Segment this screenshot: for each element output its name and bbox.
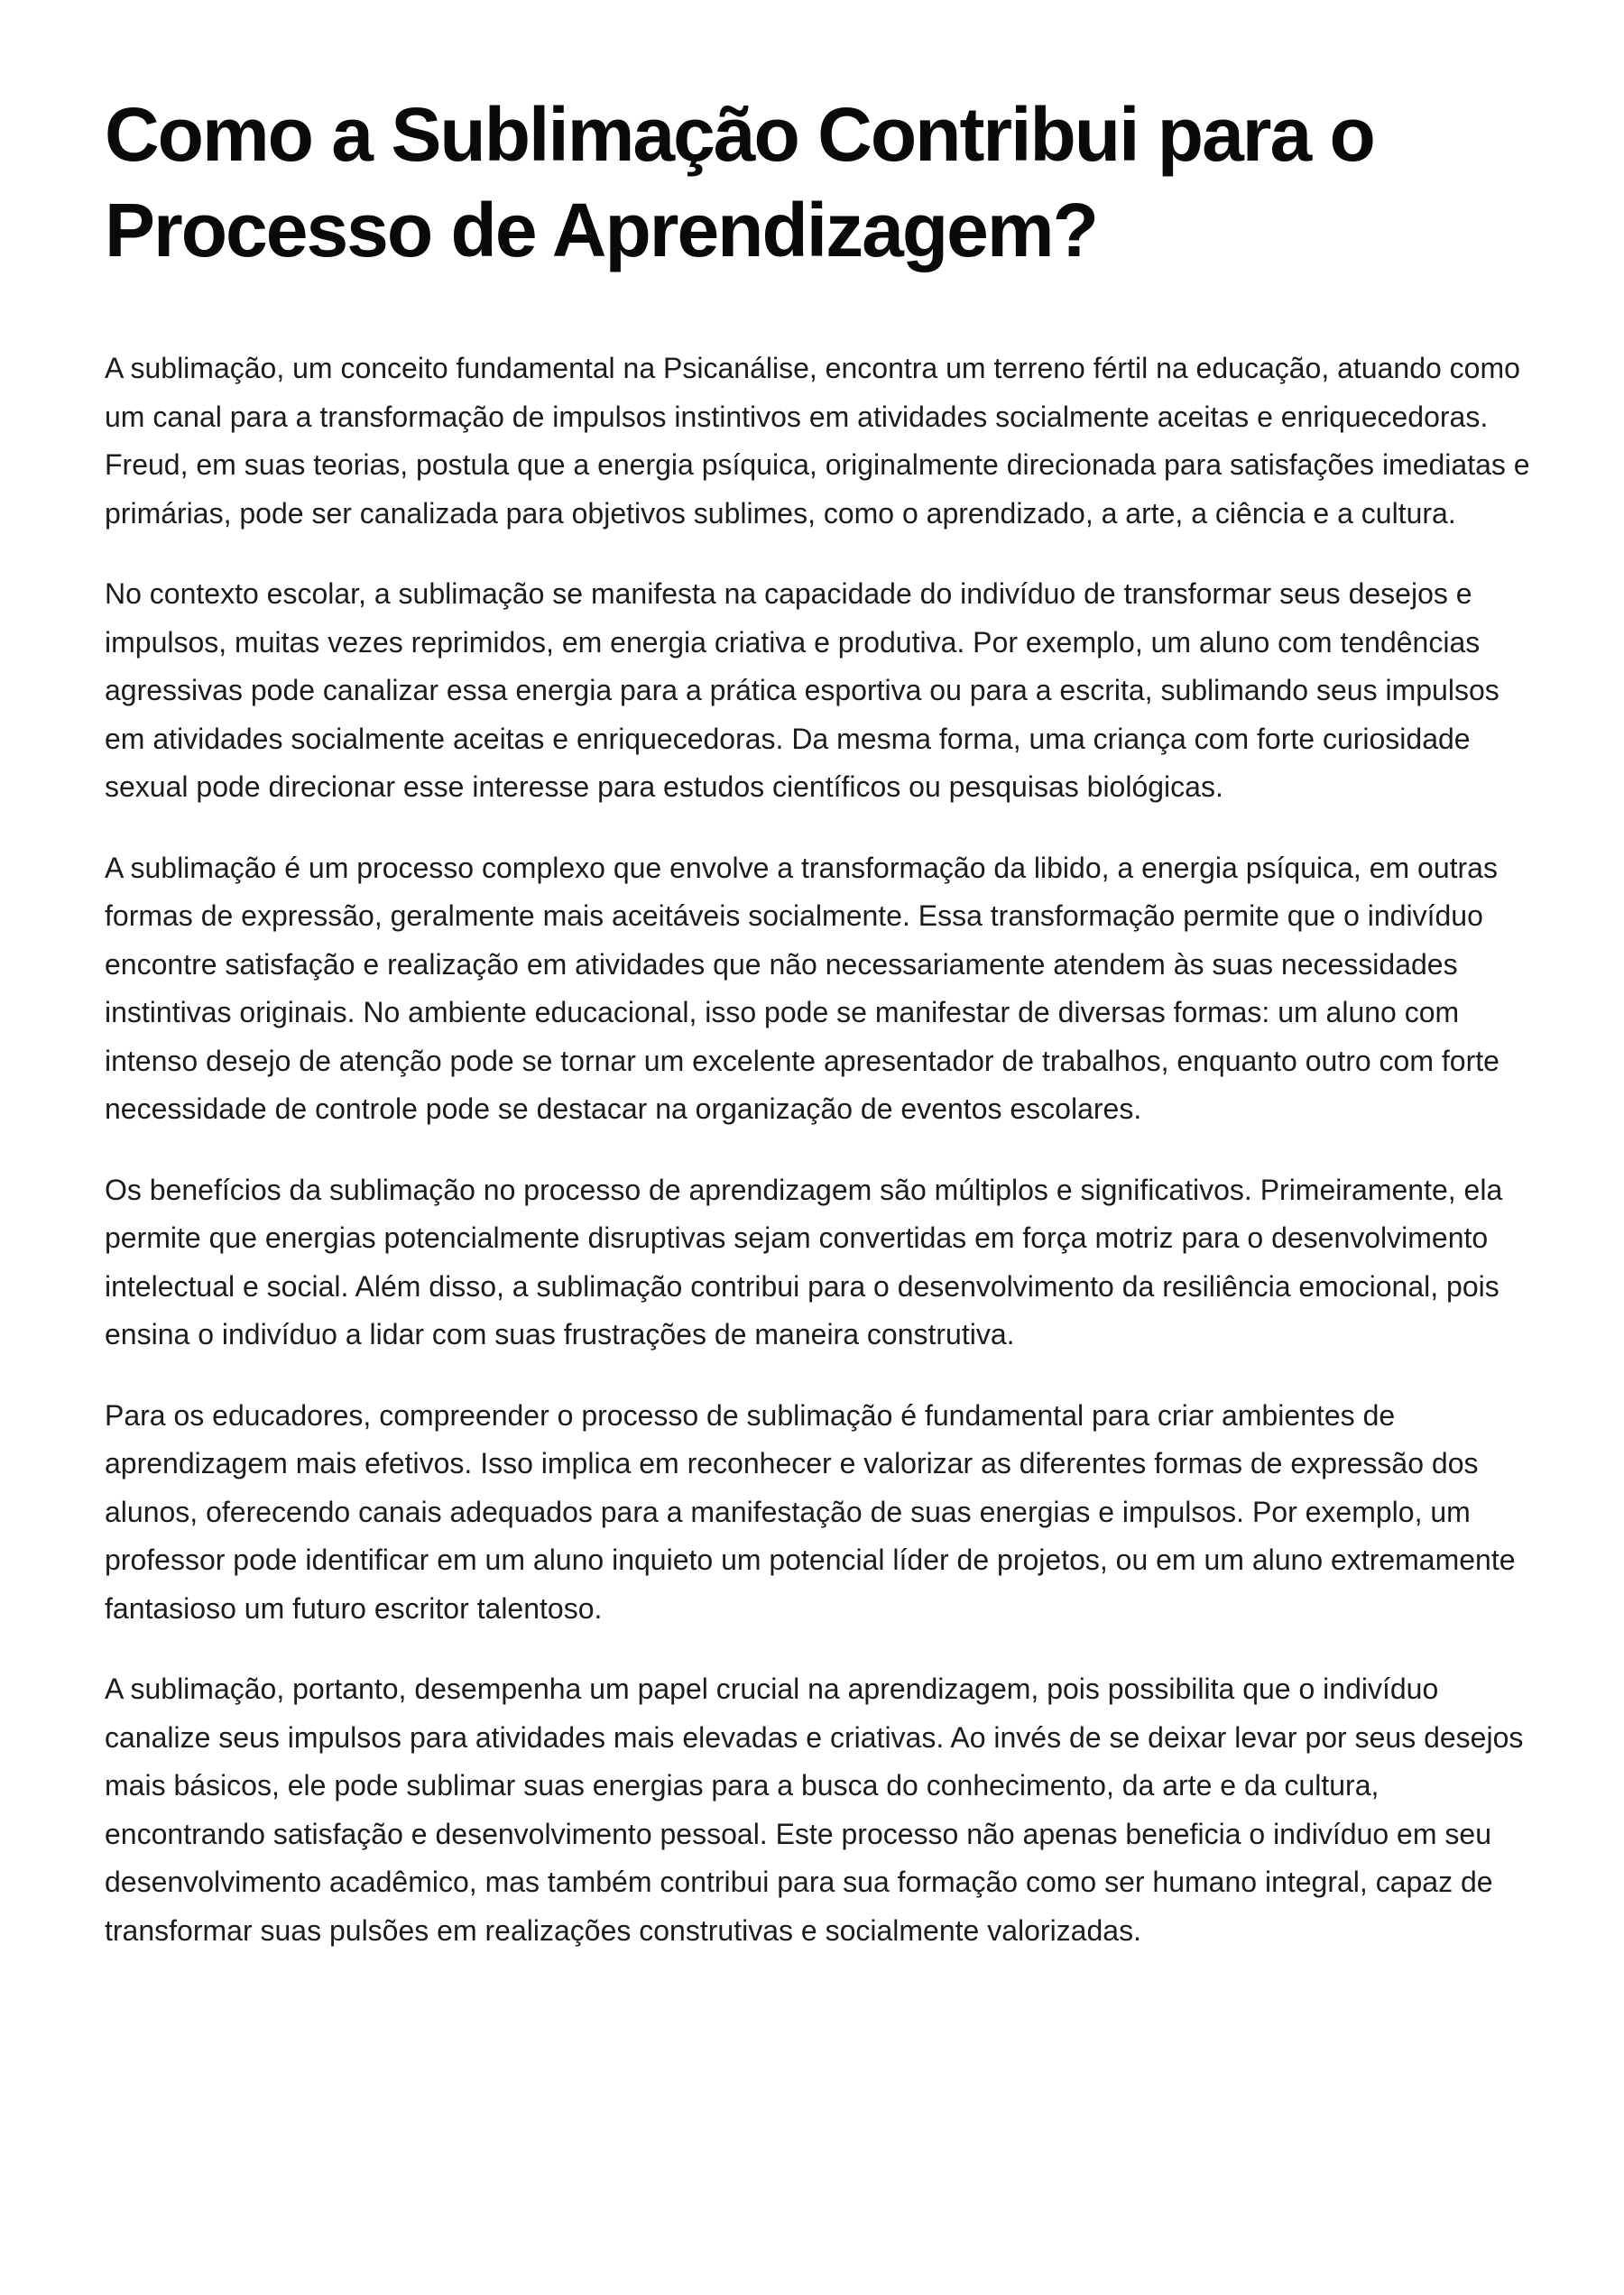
paragraph-1: A sublimação, um conceito fundamental na Psicanálise, encontra um terreno fértil na educação, atuando como um canal para a transformação de impulsos instintivos em atividades socialmente aceitas e enriquecedoras. Freud, em suas teorias, postula que a energia psíquica, originalmente direcionada para satisfações imediatas e primárias, pode ser canalizada para objetivos sublimes, como o aprendizado, a arte, a ciência e a cultura. (105, 352, 1530, 530)
paragraph-2: No contexto escolar, a sublimação se manifesta na capacidade do indivíduo de transformar seus desejos e impulsos, muitas vezes reprimidos, em energia criativa e produtiva. Por exemplo, um aluno com tendências agressivas pode canalizar essa energia para a prática esportiva ou para a escrita, sublimando seus impulsos em atividades socialmente aceitas e enriquecedoras. Da mesma forma, uma criança com forte curiosidade sexual pode direcionar esse interesse para estudos científicos ou pesquisas biológicas. (105, 577, 1499, 803)
page-title: Como a Sublimação Contribui para o Processo de Aprendizagem? (105, 92, 1374, 272)
paragraph-4: Os benefícios da sublimação no processo de aprendizagem são múltiplos e significativos. Primeiramente, ela permite que energias potencialmente disruptivas sejam convertidas em força motriz para o desenvolvimento intelectual e social. Além disso, a sublimação contribui para o desenvolvimento da resiliência emocional, pois ensina o indivíduo a lidar com suas frustrações de maneira construtiva. (105, 1173, 1503, 1350)
paragraph-6: A sublimação, portanto, desempenha um papel crucial na aprendizagem, pois possibilita que o indivíduo canalize seus impulsos para atividades mais elevadas e criativas. Ao invés de se deixar levar por seus desejos mais básicos, ele pode sublimar suas energias para a busca do conhecimento, da arte e da cultura, encontrando satisfação e desenvolvimento pessoal. Este processo não apenas beneficia o indivíduo em seu desenvolvimento acadêmico, mas também contribui para sua formação como ser humano integral, capaz de transformar suas pulsões em realizações construtivas e socialmente valorizadas. (105, 1673, 1524, 1947)
paragraph-3: A sublimação é um processo complexo que envolve a transformação da libido, a energia psíquica, em outras formas de expressão, geralmente mais aceitáveis socialmente. Essa transformação permite que o indivíduo encontre satisfação e realização em atividades que não necessariamente atendem às suas necessidades instintivas originais. No ambiente educacional, isso pode se manifestar de diversas formas: um aluno com intenso desejo de atenção pode se tornar um excelente apresentador de trabalhos, enquanto outro com forte necessidade de controle pode se destacar na organização de eventos escolares. (105, 851, 1499, 1125)
document-page (105, 87, 1530, 1987)
paragraph-5: Para os educadores, compreender o processo de sublimação é fundamental para criar ambientes de aprendizagem mais efetivos. Isso implica em reconhecer e valorizar as diferentes formas de expressão dos alunos, oferecendo canais adequados para a manifestação de suas energias e impulsos. Por exemplo, um professor pode identificar em um aluno inquieto um potencial líder de projetos, ou em um aluno extremamente fantasioso um futuro escritor talentoso. (105, 1398, 1516, 1625)
article-body (105, 345, 1530, 1955)
